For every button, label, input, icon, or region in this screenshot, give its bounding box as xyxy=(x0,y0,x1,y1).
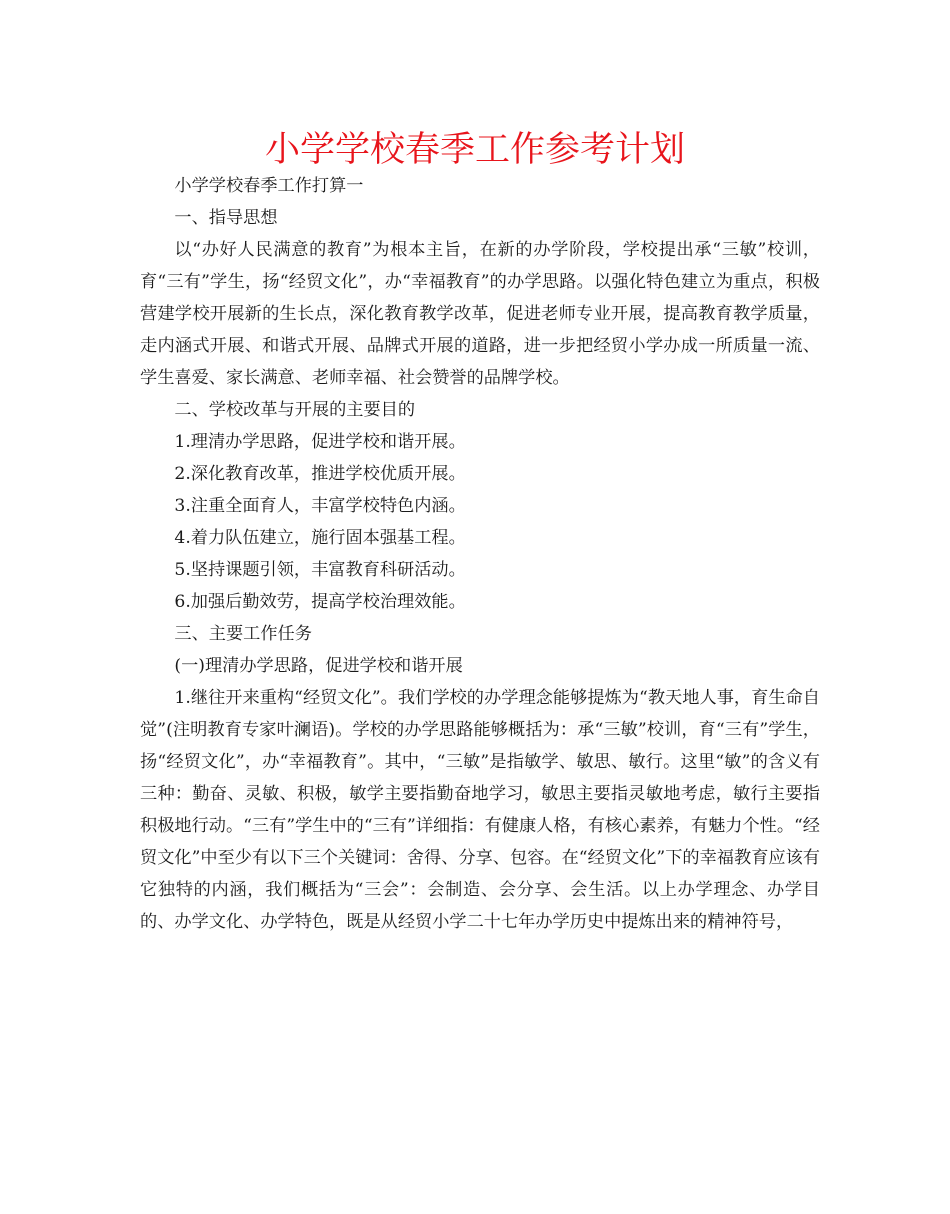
goal-item-3: 3.注重全面育人，丰富学校特色内涵。 xyxy=(174,496,466,516)
goal-item-6: 6.加强后勤效劳，提高学校治理效能。 xyxy=(174,592,466,612)
document-body xyxy=(140,170,820,938)
goal-item-1: 1.理清办学思路，促进学校和谐开展。 xyxy=(174,432,466,452)
section-heading-main-goals: 二、学校改革与开展的主要目的 xyxy=(174,400,416,420)
document-title: 小学学校春季工作参考计划 xyxy=(264,130,685,170)
goal-item-5: 5.坚持课题引领，丰富教育科研活动。 xyxy=(174,560,466,580)
paragraph-guiding-ideology: 以“办好人民满意的教育”为根本主旨，在新的办学阶段，学校提出承“三敏”校训，育“三有”学生，扬“经贸文化”，办“幸福教育”的办学思路。以强化特色建立为重点，积极营建学校开展新的生长点，深化教育教学改革，促进老师专业开展，提高教育教学质量，走内涵式开展、和谐式开展、品牌式开展的道路，进一步把经贸小学办成一所质量一流、学生喜爱、家长满意、老师幸福、社会赞誉的品牌学校。 xyxy=(140,240,820,388)
section-heading-guiding-ideology: 一、指导思想 xyxy=(174,208,278,228)
subsection-heading-1: (一)理清办学思路，促进学校和谐开展 xyxy=(174,656,463,676)
goal-item-2: 2.深化教育改革，推进学校优质开展。 xyxy=(174,464,466,484)
paragraph-subtitle: 小学学校春季工作打算一 xyxy=(174,176,364,196)
goal-item-4: 4.着力队伍建立，施行固本强基工程。 xyxy=(174,528,466,548)
section-heading-main-tasks: 三、主要工作任务 xyxy=(174,624,312,644)
paragraph-task-1: 1.继往开来重构“经贸文化”。我们学校的办学理念能够提炼为“教天地人事，育生命自觉”(注明教育专家叶澜语)。学校的办学思路能够概括为：承“三敏”校训，育“三有”学生，扬“经贸文化”，办“幸福教育”。其中，“三敏”是指敏学、敏思、敏行。这里“敏”的含义有三种：勤奋、灵敏、积极，敏学主要指勤奋地学习，敏思主要指灵敏地考虑，敏行主要指积极地行动。“三有”学生中的“三有”详细指：有健康人格，有核心素养，有魅力个性。“经贸文化”中至少有以下三个关键词：舍得、分享、包容。在“经贸文化”下的幸福教育应该有它独特的内涵，我们概括为“三会”：会制造、会分享、会生活。以上办学理念、办学目的、办学文化、办学特色，既是从经贸小学二十七年办学历史中提炼出来的精神符号， xyxy=(140,688,820,932)
